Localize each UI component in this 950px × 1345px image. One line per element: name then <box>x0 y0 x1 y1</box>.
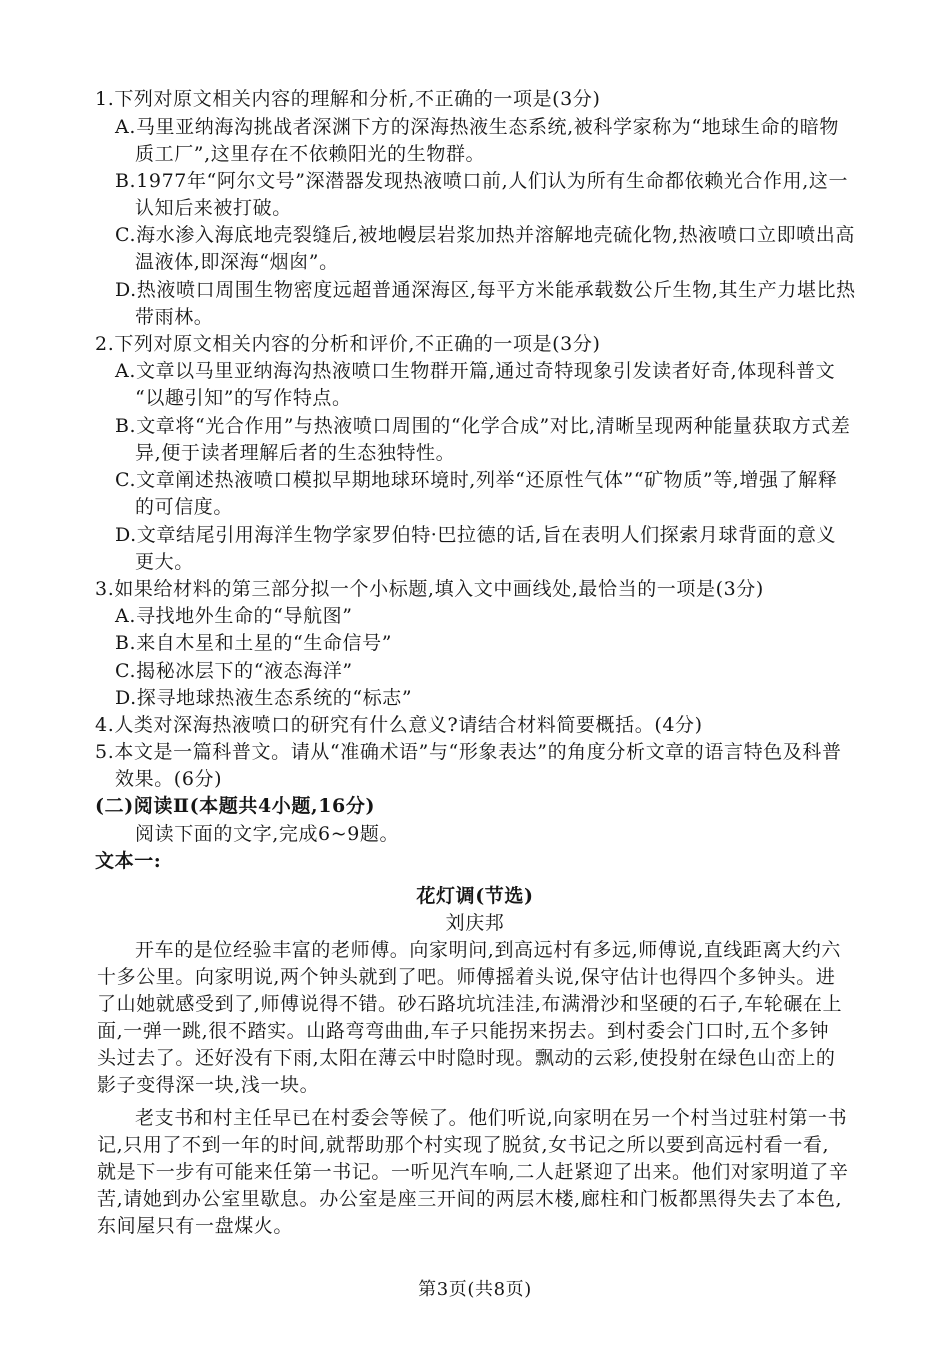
question-3-option-b: B.来自木星和土星的“生命信号” <box>115 632 393 654</box>
story-title: 花灯调(节选) <box>416 885 534 907</box>
story-paragraph-line: 记,只用了不到一年的时间,就帮助那个村实现了脱贫,女书记之所以要到高远村看一看, <box>97 1134 830 1156</box>
text-label: 文本一: <box>95 850 162 872</box>
section-instruction: 阅读下面的文字,完成6~9题。 <box>135 823 400 845</box>
question-2-option-d: D.文章结尾引用海洋生物学家罗伯特·巴拉德的话,旨在表明人们探索月球背面的意义 <box>115 524 837 546</box>
question-1-option-a: A.马里亚纳海沟挑战者深渊下方的深海热液生态系统,被科学家称为“地球生命的暗物 <box>115 116 839 138</box>
story-paragraph-line: 东间屋只有一盘煤火。 <box>97 1215 294 1237</box>
question-2-option-c: C.文章阐述热液喷口模拟早期地球环境时,列举“还原性气体”“矿物质”等,增强了解释 <box>115 469 838 491</box>
question-1-option-c: C.海水渗入海底地壳裂缝后,被地幔层岩浆加热并溶解地壳硫化物,热液喷口立即喷出高 <box>115 224 855 246</box>
question-5-cont: 效果。(6分) <box>115 768 223 790</box>
question-2-option-a: A.文章以马里亚纳海沟热液喷口生物群开篇,通过奇特现象引发读者好奇,体现科普文 <box>115 360 836 382</box>
question-3-option-d: D.探寻地球热液生态系统的“标志” <box>115 687 413 709</box>
question-3-option-c: C.揭秘冰层下的“液态海洋” <box>115 660 353 682</box>
question-1-option-d: D.热液喷口周围生物密度远超普通深海区,每平方米能承载数公斤生物,其生产力堪比热 <box>115 279 856 301</box>
question-1-option-b-cont: 认知后来被打破。 <box>135 197 292 219</box>
story-paragraph-line: 就是下一步有可能来任第一书记。一听见汽车响,二人赶紧迎了出来。他们对家明道了辛 <box>97 1161 849 1183</box>
story-paragraph-line: 十多公里。向家明说,两个钟头就到了吧。师傅摇着头说,保守估计也得四个多钟头。进 <box>97 966 836 988</box>
question-3-option-a: A.寻找地外生命的“导航图” <box>115 605 353 627</box>
question-2-option-c-cont: 的可信度。 <box>135 496 234 518</box>
story-paragraph-line: 影子变得深一块,浅一块。 <box>97 1074 320 1096</box>
story-paragraph-line: 了山她就感受到了,师傅说得不错。砂石路坑坑洼洼,布满滑沙和坚硬的石子,车轮碾在上 <box>97 993 843 1015</box>
question-1-option-b: B.1977年“阿尔文号”深潜器发现热液喷口前,人们认为所有生命都依赖光合作用,这一 <box>115 170 849 192</box>
question-2-stem: 2.下列对原文相关内容的分析和评价,不正确的一项是(3分) <box>95 333 601 355</box>
question-2-option-a-cont: “以趣引知”的写作特点。 <box>135 387 352 409</box>
story-author: 刘庆邦 <box>445 912 505 934</box>
question-2-option-d-cont: 更大。 <box>135 551 194 573</box>
question-1-option-c-cont: 温液体,即深海“烟囱”。 <box>135 251 339 273</box>
question-1-option-a-cont: 质工厂”,这里存在不依赖阳光的生物群。 <box>135 143 486 165</box>
section-heading: (二)阅读Ⅱ(本题共4小题,16分) <box>95 795 376 817</box>
question-1-option-d-cont: 带雨林。 <box>135 306 214 328</box>
question-5: 5.本文是一篇科普文。请从“准确术语”与“形象表达”的角度分析文章的语言特色及科普 <box>95 741 842 763</box>
page-footer: 第3页(共8页) <box>418 1279 532 1300</box>
story-paragraph-line: 老支书和村主任早已在村委会等候了。他们听说,向家明在另一个村当过驻村第一书 <box>135 1107 848 1129</box>
question-1-stem: 1.下列对原文相关内容的理解和分析,不正确的一项是(3分) <box>95 88 601 110</box>
question-2-option-b-cont: 异,便于读者理解后者的生态独特性。 <box>135 442 456 464</box>
story-paragraph-line: 面,一弹一跳,很不踏实。山路弯弯曲曲,车子只能拐来拐去。到村委会门口时,五个多钟 <box>97 1020 830 1042</box>
story-paragraph-line: 开车的是位经验丰富的老师傅。向家明问,到高远村有多远,师傅说,直线距离大约六 <box>135 939 841 961</box>
question-3-stem: 3.如果给材料的第三部分拟一个小标题,填入文中画线处,最恰当的一项是(3分) <box>95 578 764 600</box>
question-2-option-b: B.文章将“光合作用”与热液喷口周围的“化学合成”对比,清晰呈现两种能量获取方式差 <box>115 415 851 437</box>
story-paragraph-line: 头过去了。还好没有下雨,太阳在薄云中时隐时现。飘动的云彩,使投射在绿色山峦上的 <box>97 1047 836 1069</box>
question-4: 4.人类对深海热液喷口的研究有什么意义?请结合材料简要概括。(4分) <box>95 714 703 736</box>
story-paragraph-line: 苦,请她到办公室里歇息。办公室是座三开间的两层木楼,廊柱和门板都黑得失去了本色, <box>97 1188 843 1210</box>
